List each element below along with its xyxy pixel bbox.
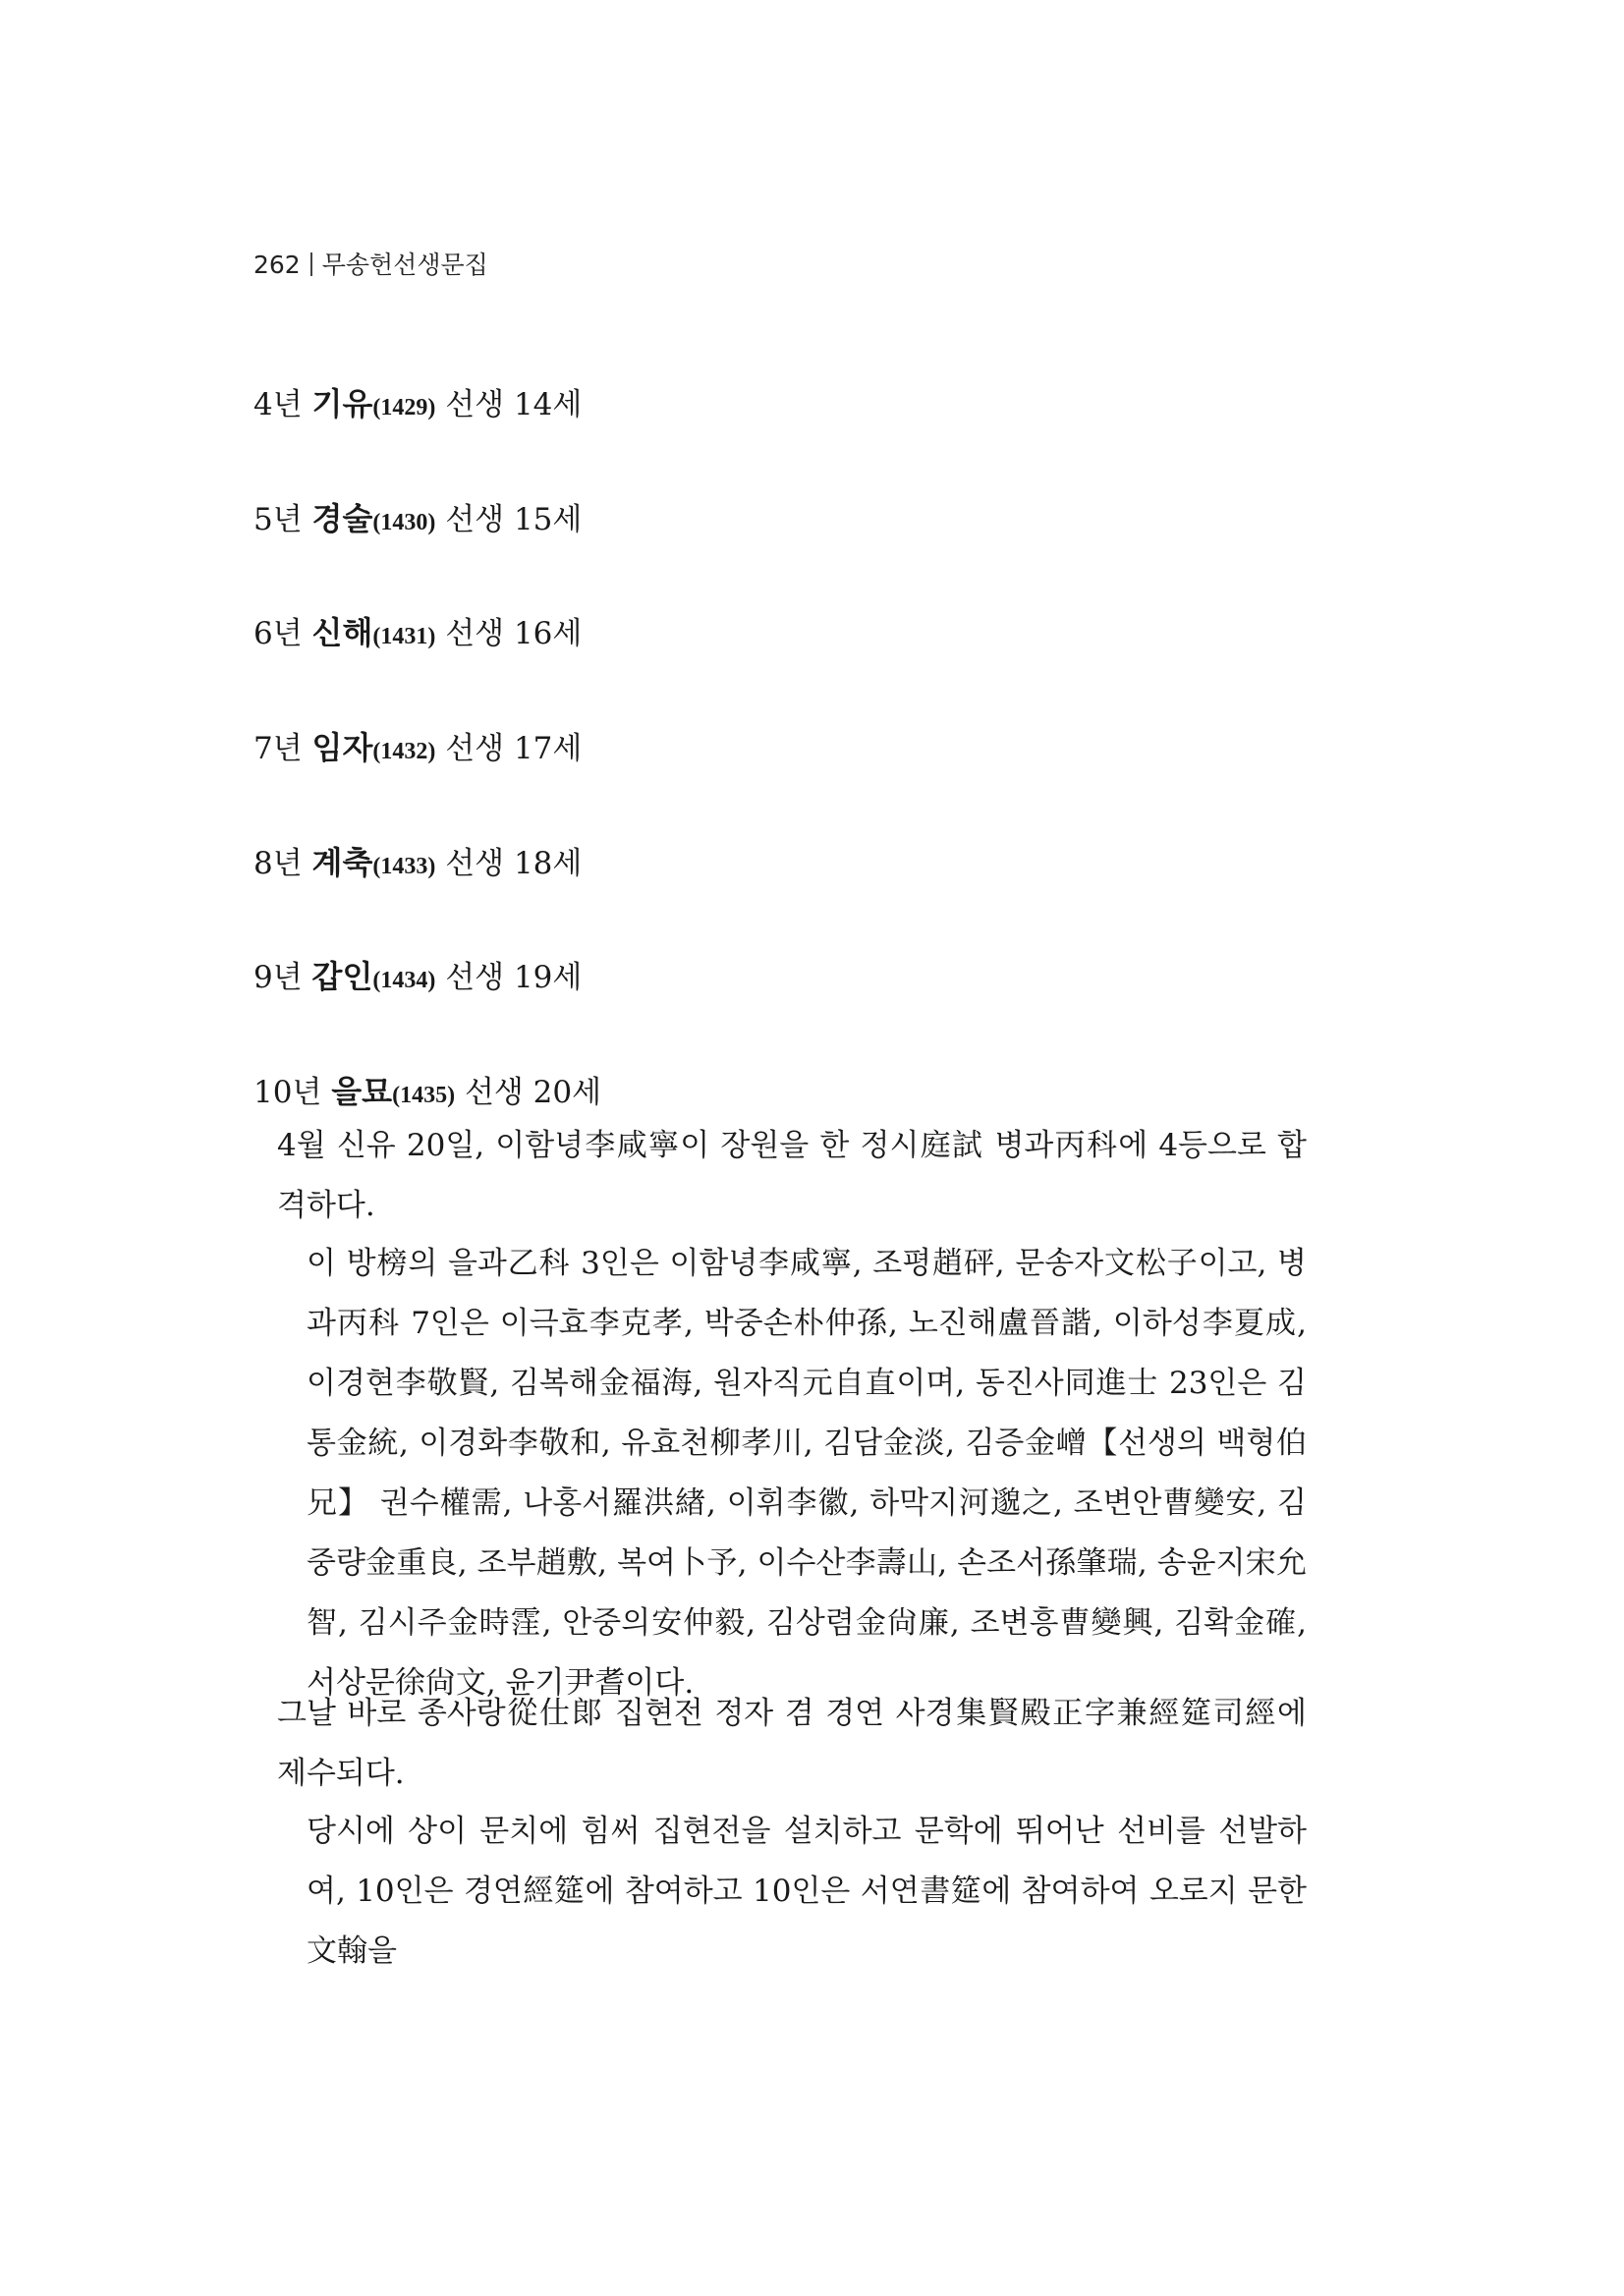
year-entry (253, 838, 582, 883)
reign-year: 7년 (253, 731, 303, 766)
detail-paragraph: 당시에 상이 문치에 힘써 집현전을 설치하고 문학에 뛰어난 선비를 선발하여, 10인은 경연經筵에 참여하고 10인은 서연書筵에 참여하여 오로지 문한文翰을 (307, 1814, 1307, 1969)
age-note: 선생 15세 (445, 502, 583, 537)
year-entry (253, 1067, 601, 1112)
year-entry (253, 494, 582, 539)
year-entry (253, 379, 582, 424)
book-title: 무송헌선생문집 (321, 251, 488, 279)
year-entry (253, 952, 582, 997)
age-note: 선생 17세 (445, 731, 583, 766)
reign-year: 5년 (253, 502, 303, 537)
year-entry (253, 723, 582, 768)
western-year: (1435) (392, 1083, 456, 1108)
ganzhi-year: 신해 (311, 614, 373, 651)
reign-year: 6년 (253, 616, 303, 651)
running-head (253, 246, 488, 281)
age-note: 선생 18세 (445, 846, 583, 881)
reign-year: 10년 (253, 1075, 322, 1110)
page-number: 262 (253, 251, 301, 279)
ganzhi-year: 경술 (311, 500, 373, 537)
reign-year: 8년 (253, 846, 303, 881)
ganzhi-year: 임자 (311, 729, 373, 766)
reign-year: 4년 (253, 387, 303, 422)
age-note: 선생 20세 (464, 1075, 602, 1110)
western-year: (1433) (372, 854, 436, 879)
detail-paragraph: 이 방榜의 을과乙科 3인은 이함녕李咸寧, 조평趙砰, 문송자文松子이고, 병과丙科 7인은 이극효李克孝, 박중손朴仲孫, 노진해盧晉諧, 이하성李夏成, 이경현李敬賢, 김복해金福海, 원자직元自直이며, 동진사同進士 23인은 김통金統, 이경화李敬和, 유효천柳孝川, 김담金淡, 김증金嶒【선생의 백형伯兄】 권수權需, 나홍서羅洪緖, 이휘李徽, 하막지河邈之, 조변안曹變安, 김중량金重良, 조부趙敷, 복여卜予, 이수산李壽山, 손조서孫肇瑞, 송윤지宋允智, 김시주金時霔, 안중의安仲毅, 김상렴金尙廉, 조변흥曹變興, 김확金確, 서상문徐尙文, 윤기尹耆이다. (307, 1246, 1307, 1701)
western-year: (1434) (372, 968, 436, 993)
age-note: 선생 14세 (445, 387, 583, 422)
western-year: (1430) (372, 510, 436, 535)
age-note: 선생 16세 (445, 616, 583, 651)
ganzhi-year: 갑인 (311, 958, 373, 995)
entry-paragraph: 4월 신유 20일, 이함녕李咸寧이 장원을 한 정시庭試 병과丙科에 4등으로 합격하다. (277, 1128, 1307, 1223)
entry-paragraph: 그날 바로 종사랑從仕郞 집현전 정자 겸 경연 사경集賢殿正字兼經筵司經에 제수되다. (277, 1696, 1307, 1791)
western-year: (1431) (372, 624, 436, 649)
divider (310, 252, 312, 276)
reign-year: 9년 (253, 960, 303, 995)
western-year: (1429) (372, 395, 436, 420)
year-entry (253, 608, 582, 653)
western-year: (1432) (372, 739, 436, 764)
ganzhi-year: 기유 (311, 385, 373, 422)
age-note: 선생 19세 (445, 960, 583, 995)
ganzhi-year: 을묘 (331, 1073, 393, 1110)
ganzhi-year: 계축 (311, 844, 373, 881)
